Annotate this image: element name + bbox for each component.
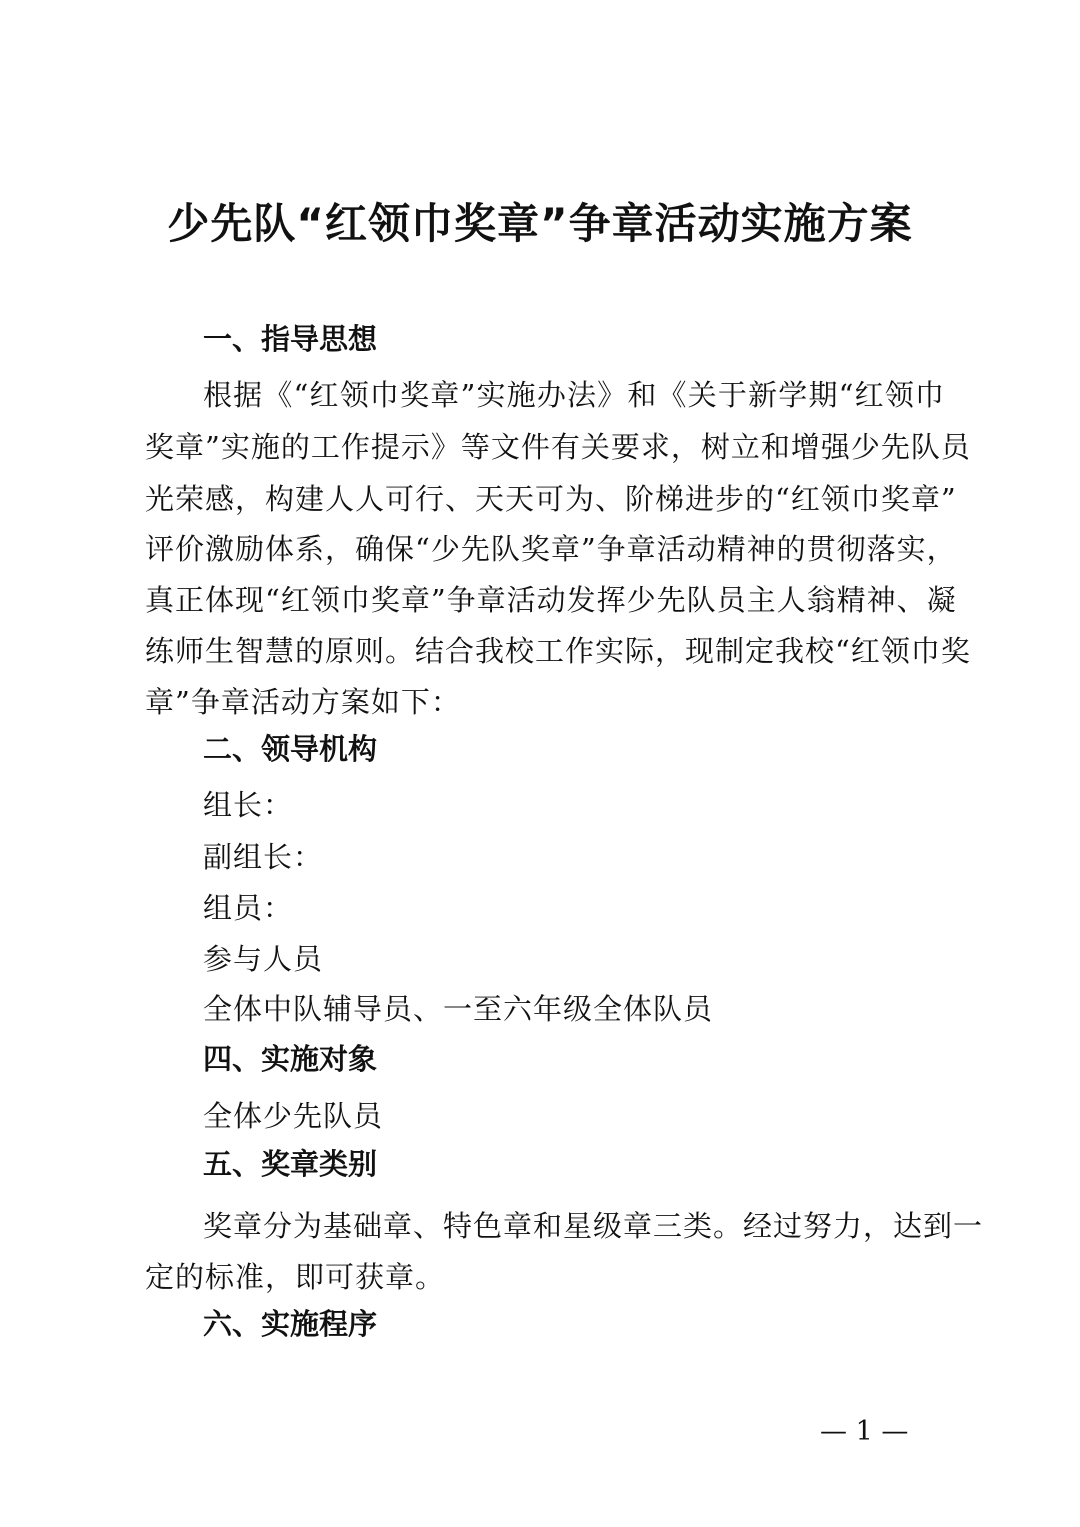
section-heading-leadership: 二、领导机构	[203, 732, 378, 766]
member-label: 组员：	[203, 891, 294, 925]
paragraph-line: 真正体现“红领巾奖章”争章活动发挥少先队员主人翁精神、凝	[145, 583, 957, 617]
document-title: 少先队“红领巾奖章”争章活动实施方案	[167, 199, 913, 248]
paragraph-line: 根据《“红领巾奖章”实施办法》和《关于新学期“红领巾	[203, 378, 945, 412]
paragraph-line: 奖章分为基础章、特色章和星级章三类。经过努力，达到一	[203, 1209, 984, 1243]
paragraph-line: 评价激励体系，确保“少先队奖章”争章活动精神的贯彻落实，	[145, 532, 957, 566]
page-number: — 1 —	[820, 1416, 909, 1447]
participants-label: 参与人员	[203, 942, 324, 976]
target-text: 全体少先队员	[203, 1099, 384, 1133]
paragraph-line: 定的标准，即可获章。	[145, 1260, 446, 1294]
leader-label: 组长：	[203, 788, 294, 822]
paragraph-line: 奖章”实施的工作提示》等文件有关要求，树立和增强少先队员	[145, 430, 971, 464]
paragraph-line: 章”争章活动方案如下：	[145, 685, 461, 719]
deputy-leader-label: 副组长：	[203, 840, 324, 874]
paragraph-line: 练师生智慧的原则。结合我校工作实际，现制定我校“红领巾奖	[145, 634, 971, 668]
section-heading-guiding-ideology: 一、指导思想	[203, 322, 378, 356]
paragraph-line: 光荣感，构建人人可行、天天可为、阶梯进步的“红领巾奖章”	[145, 482, 957, 516]
section-heading-target: 四、实施对象	[203, 1042, 378, 1076]
participants-text: 全体中队辅导员、一至六年级全体队员	[203, 992, 714, 1026]
section-heading-procedure: 六、实施程序	[203, 1307, 378, 1341]
section-heading-badge-categories: 五、奖章类别	[203, 1147, 378, 1181]
